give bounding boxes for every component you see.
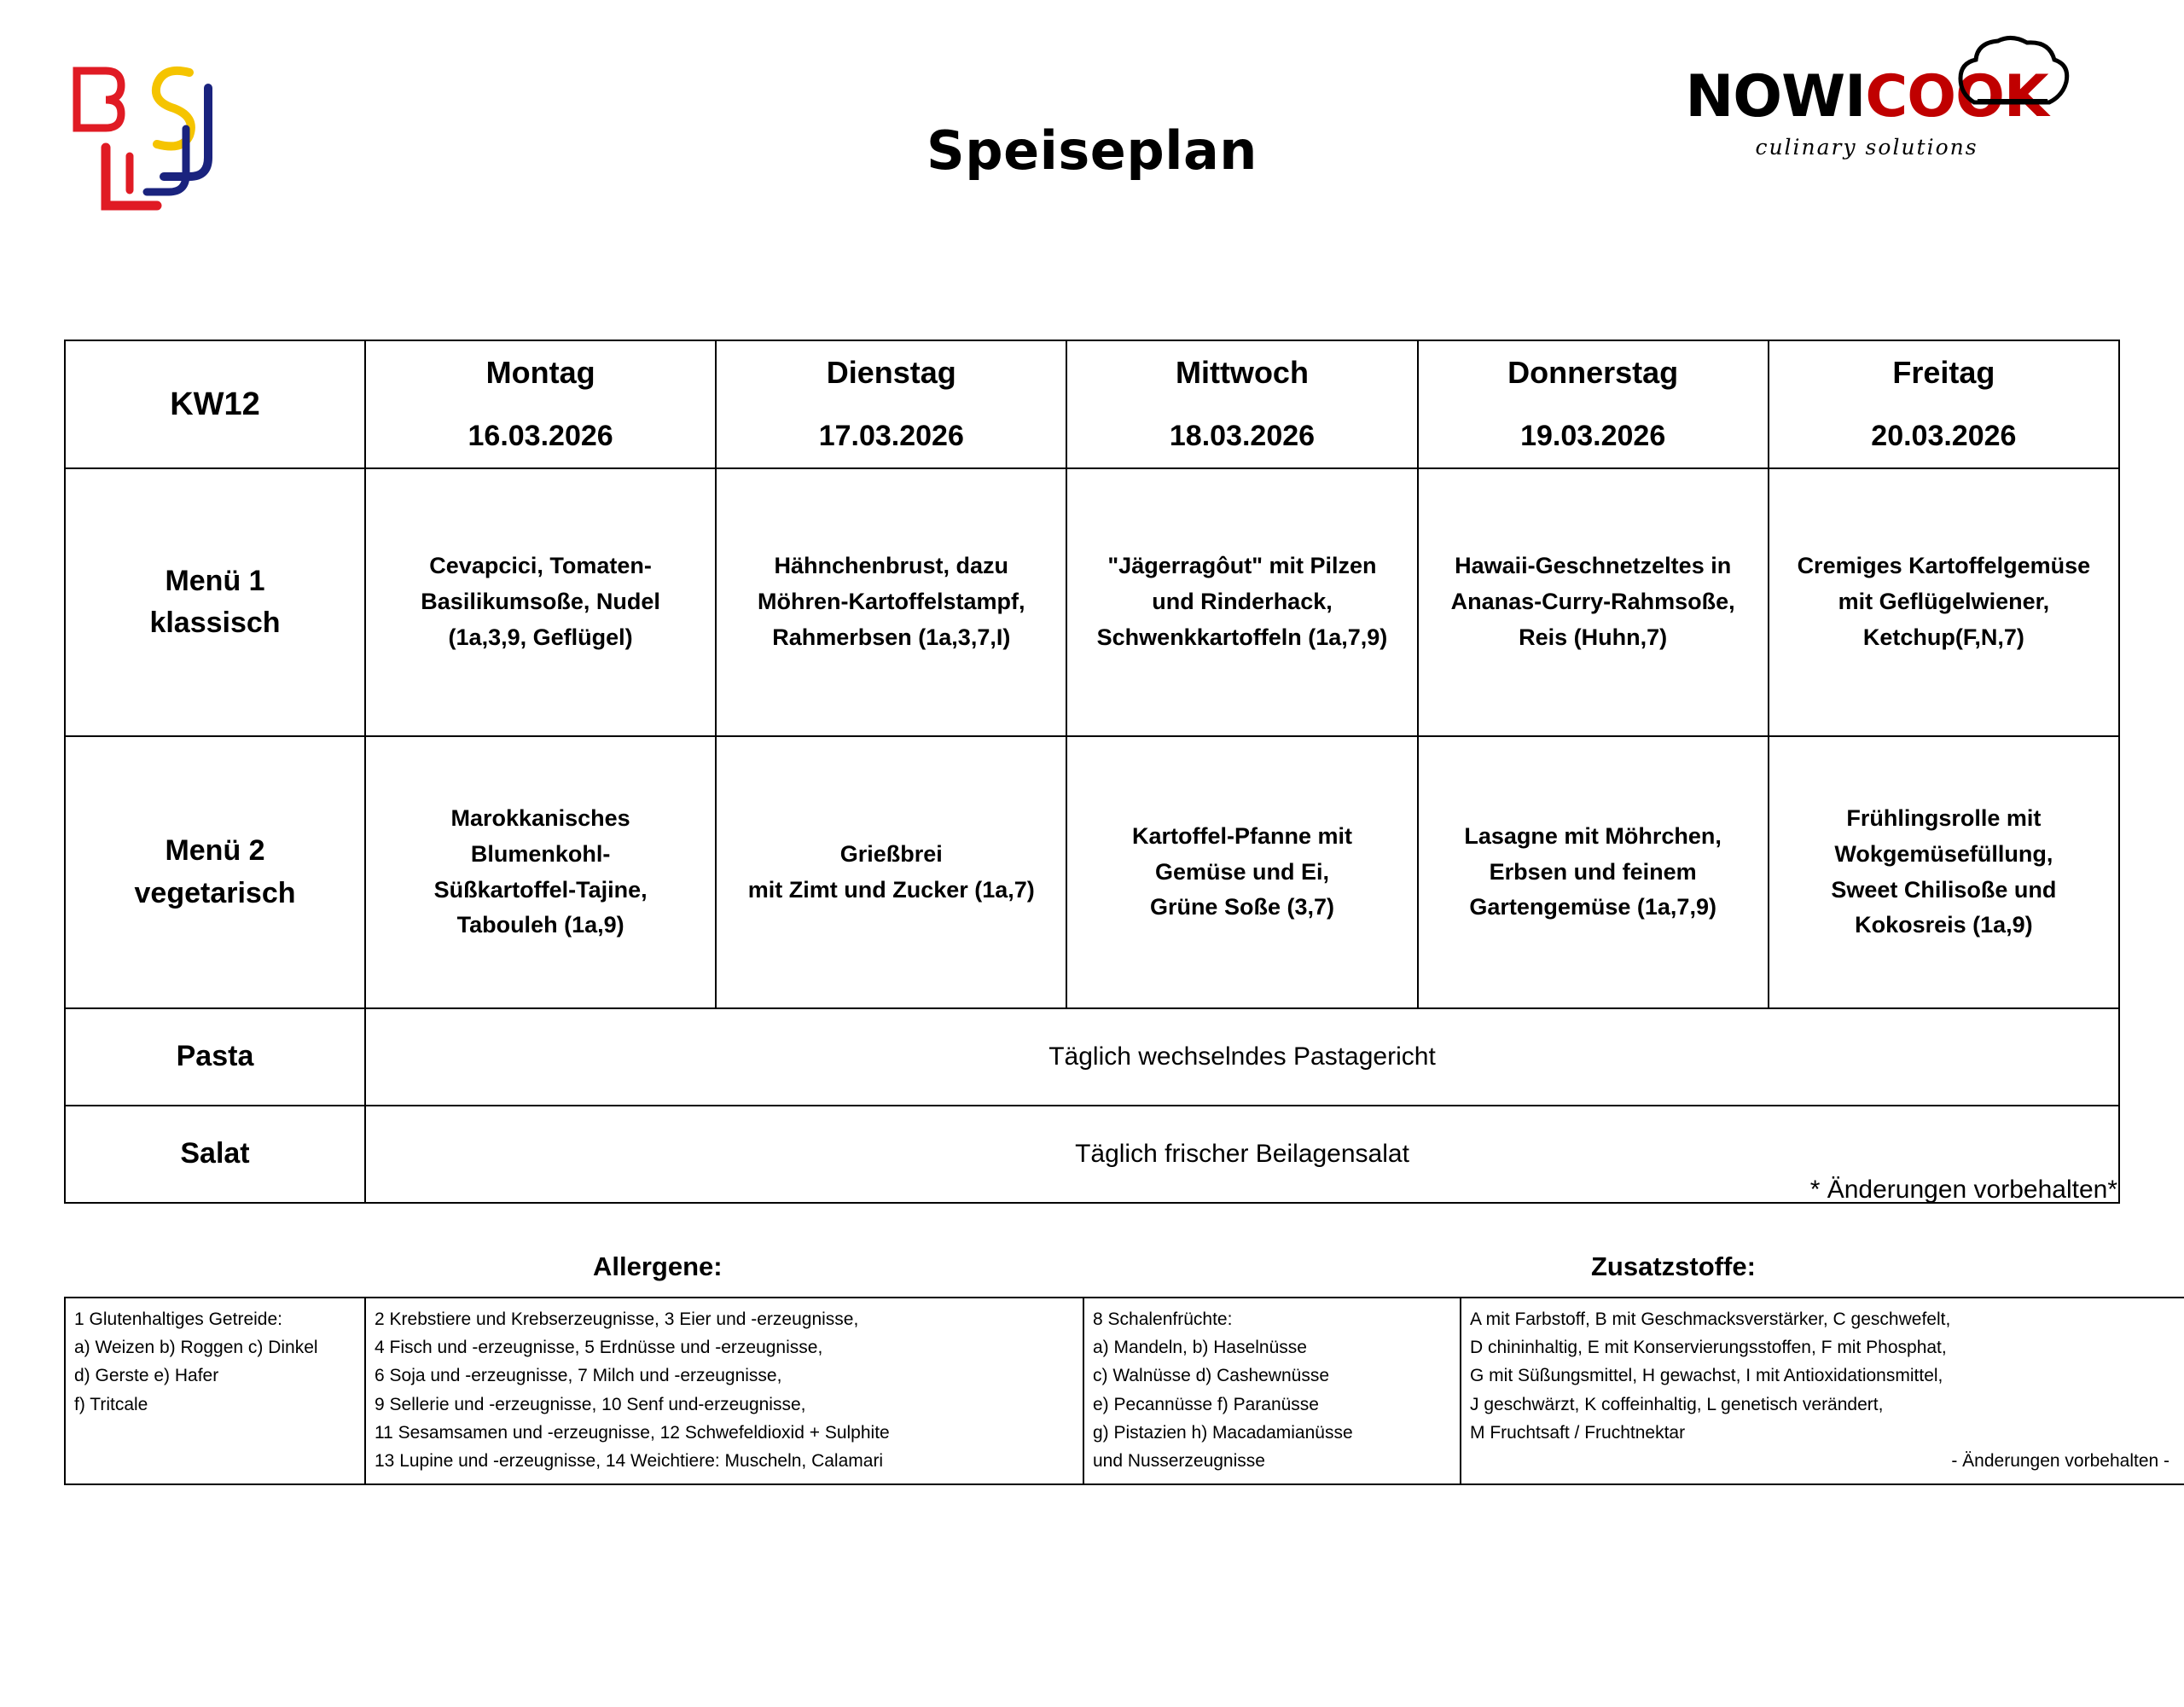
row-label-menu1-line2: klassisch bbox=[149, 607, 281, 639]
zusatzstoffe-heading: Zusatzstoffe: bbox=[1591, 1251, 1756, 1281]
brand-tagline: culinary solutions bbox=[1755, 135, 1978, 160]
menu-table bbox=[64, 340, 2120, 1204]
day-header-dienstag: Dienstag bbox=[716, 340, 1066, 404]
menu2-mittwoch: Kartoffel-Pfanne mit Gemüse und Ei, Grüne Soße (3,7) bbox=[1066, 736, 1417, 1008]
changes-reserved-note: * Änderungen vorbehalten* bbox=[1809, 1176, 2117, 1204]
legend-row bbox=[65, 1298, 2184, 1484]
page-title: Speiseplan bbox=[926, 119, 1258, 182]
legend-col-schalenfruechte: 8 Schalenfrüchte: a) Mandeln, b) Haselnüsse c) Walnüsse d) Cashewnüsse e) Pecannüsse f) Paranüsse g) Pistazien h) Macadamianüsse und Nusserzeugnisse bbox=[1083, 1298, 1461, 1484]
page-header bbox=[0, 0, 2184, 282]
day-date-freitag: 20.03.2026 bbox=[1769, 404, 2119, 468]
legend-col-allergene: 2 Krebstiere und Krebserzeugnisse, 3 Eier und -erzeugnisse, 4 Fisch und -erzeugnisse, 5 Erdnüsse und -erzeugnisse, 6 Soja und -erzeugnisse, 7 Milch und -erzeugnisse, 9 Sellerie und -erzeugnisse, 10 Senf und-erzeugnisse, 11 Sesamsamen und -erzeugnisse, 12 Schwefeldioxid + Sulphite 13 Lupine und -erzeugnisse, 14 Weichtiere: Muscheln, Calamari bbox=[365, 1298, 1083, 1484]
menu1-dienstag: Hähnchenbrust, dazu Möhren-Kartoffelstampf, Rahmerbsen (1a,3,7,I) bbox=[716, 468, 1066, 736]
row-label-salat: Salat bbox=[65, 1106, 365, 1203]
day-date-mittwoch: 18.03.2026 bbox=[1066, 404, 1417, 468]
menu2-donnerstag: Lasagne mit Möhrchen, Erbsen und feinem Gartengemüse (1a,7,9) bbox=[1418, 736, 1769, 1008]
menu2-montag: Marokkanisches Blumenkohl- Süßkartoffel-Tajine, Tabouleh (1a,9) bbox=[365, 736, 716, 1008]
salat-text: Täglich frischer Beilagensalat bbox=[365, 1106, 2119, 1203]
chef-hat-icon bbox=[1949, 32, 2077, 118]
table-row-menu1 bbox=[65, 468, 2119, 736]
legend-col-zusatzstoffe bbox=[1461, 1298, 2184, 1484]
menu1-mittwoch: "Jägerragôut" mit Pilzen und Rinderhack, Schwenkkartoffeln (1a,7,9) bbox=[1066, 468, 1417, 736]
table-row-menu2 bbox=[65, 736, 2119, 1008]
day-date-montag: 16.03.2026 bbox=[365, 404, 716, 468]
table-row-pasta bbox=[65, 1008, 2119, 1106]
pasta-text: Täglich wechselndes Pastagericht bbox=[365, 1008, 2119, 1106]
day-date-donnerstag: 19.03.2026 bbox=[1418, 404, 1769, 468]
day-date-dienstag: 17.03.2026 bbox=[716, 404, 1066, 468]
row-label-menu2 bbox=[65, 736, 365, 1008]
menu1-freitag: Cremiges Kartoffelgemüse mit Geflügelwiener, Ketchup(F,N,7) bbox=[1769, 468, 2119, 736]
row-label-pasta: Pasta bbox=[65, 1008, 365, 1106]
row-label-menu1 bbox=[65, 468, 365, 736]
legend-headings bbox=[64, 1251, 2120, 1286]
menu2-freitag: Frühlingsrolle mit Wokgemüsefüllung, Sweet Chilisoße und Kokosreis (1a,9) bbox=[1769, 736, 2119, 1008]
legend-table bbox=[64, 1297, 2184, 1485]
row-label-menu1-line1: Menü 1 bbox=[165, 564, 265, 597]
table-row-day-dates bbox=[65, 404, 2119, 468]
menu1-montag: Cevapcici, Tomaten- Basilikumsoße, Nudel (1a,3,9, Geflügel) bbox=[365, 468, 716, 736]
menu2-dienstag: Grießbrei mit Zimt und Zucker (1a,7) bbox=[716, 736, 1066, 1008]
table-row-day-names bbox=[65, 340, 2119, 404]
brand-word-cook: COOK bbox=[1865, 63, 2048, 131]
legend-col-zusatzstoffe-lines: A mit Farbstoff, B mit Geschmacksverstärker, C geschwefelt, D chininhaltig, E mit Konservierungsstoffen, F mit Phosphat, G mit Süßungsmittel, H gewachst, I mit Antioxidationsmittel, J geschwärzt, K coffeinhaltig, L genetisch verändert, M Fruchtsaft / Fruchtnektar bbox=[1470, 1309, 1951, 1443]
day-header-montag: Montag bbox=[365, 340, 716, 404]
day-header-freitag: Freitag bbox=[1769, 340, 2119, 404]
legend-col-zusatzstoffe-note: - Änderungen vorbehalten - bbox=[1951, 1450, 2169, 1471]
week-label: KW12 bbox=[65, 340, 365, 468]
legend-col-gluten: 1 Glutenhaltiges Getreide: a) Weizen b) Roggen c) Dinkel d) Gerste e) Hafer f) Tritcale bbox=[65, 1298, 365, 1484]
day-header-mittwoch: Mittwoch bbox=[1066, 340, 1417, 404]
row-label-menu2-line2: vegetarisch bbox=[134, 876, 296, 909]
allergene-heading: Allergene: bbox=[593, 1251, 723, 1281]
brand-word-nowi: NOWI bbox=[1685, 63, 1866, 131]
nowicook-logo bbox=[1645, 63, 2088, 209]
day-header-donnerstag: Donnerstag bbox=[1418, 340, 1769, 404]
row-label-menu2-line1: Menü 2 bbox=[165, 834, 265, 868]
menu1-donnerstag: Hawaii-Geschnetzeltes in Ananas-Curry-Rahmsoße, Reis (Huhn,7) bbox=[1418, 468, 1769, 736]
